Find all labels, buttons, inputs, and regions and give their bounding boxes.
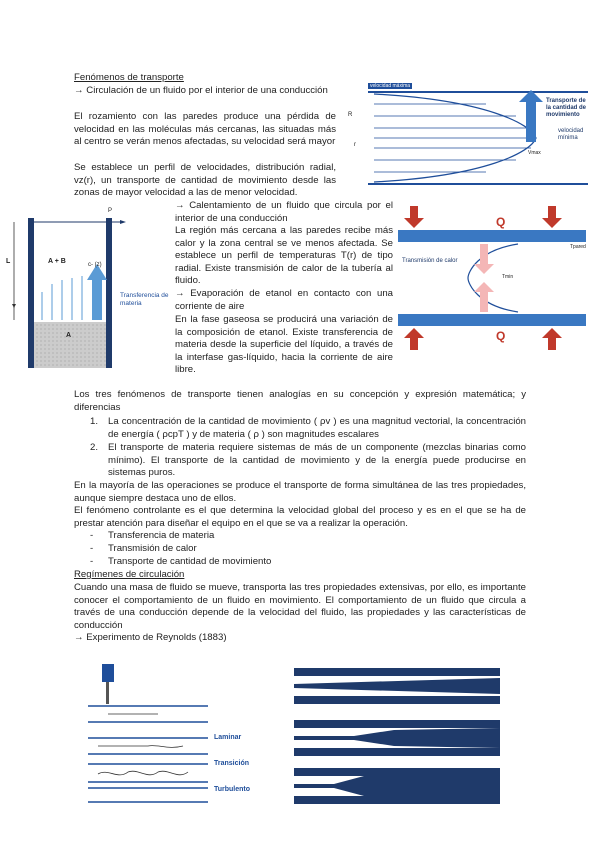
bullet-dash-2: - bbox=[90, 543, 94, 554]
label-transmision: Transmisión de calor bbox=[402, 258, 458, 264]
label-r: r bbox=[354, 142, 356, 148]
label-laminar: Laminar bbox=[214, 734, 242, 741]
label-P: P bbox=[108, 208, 113, 214]
reynolds-right-figure bbox=[294, 668, 500, 804]
section-heading-transporte: Fenómenos de transporte bbox=[74, 72, 184, 83]
label-A: A bbox=[66, 332, 72, 339]
bullet-dash-3: - bbox=[90, 556, 94, 567]
label-tmin: Tmin bbox=[502, 274, 514, 280]
reynolds-experiment: → Experimento de Reynolds (1883) bbox=[74, 632, 227, 643]
label-tpared: Tpared bbox=[570, 244, 586, 250]
list-num-2: 2. bbox=[90, 442, 99, 453]
label-transferencia: Transferencia de materia bbox=[120, 292, 169, 307]
label-vmax: Vmax bbox=[528, 150, 541, 156]
label-vel-max: velocidad máxima bbox=[370, 83, 411, 89]
bullet-3: Transporte de cantidad de movimiento bbox=[108, 556, 272, 567]
label-cz: c- (z) bbox=[88, 262, 102, 268]
label-turbulento: Turbulento bbox=[214, 786, 251, 793]
evaporation-figure bbox=[8, 208, 170, 374]
reynolds-left-figure bbox=[88, 664, 251, 804]
para-simultaneo: En la mayoría de las operaciones se produce el transporte de forma simultánea de las tres propiedades, aunque siempre destaca uno de ellos. bbox=[74, 480, 526, 504]
label-vel-min: velocidad mínima bbox=[558, 128, 584, 141]
label-transicion: Transición bbox=[214, 760, 250, 767]
item1-title: → Circulación de un fluido por el interior de una conducción bbox=[74, 85, 328, 96]
label-Q-top: Q bbox=[496, 215, 506, 229]
heat-transfer-figure bbox=[398, 206, 586, 350]
list-item-1: La concentración de la cantidad de movimiento ( ρv ) es una magnitud vectorial, la concentración de energía ( ρcpT ) y de materia ( ρ ) son magnitudes escalares bbox=[108, 416, 526, 440]
velocity-profile-figure bbox=[348, 83, 590, 192]
bullet-1: Transferencia de materia bbox=[108, 530, 215, 541]
item3-text: En la fase gaseosa se producirá una variación de la composición de etanol. Existe transferencia de materia desde la superficie del líquido, a través de la interfase gas-líquido, hacia la corriente de aire libre. bbox=[175, 314, 393, 376]
label-R: R bbox=[348, 112, 353, 118]
bullet-dash-1: - bbox=[90, 530, 94, 541]
label-Q-bottom: Q bbox=[496, 329, 506, 343]
list-num-1: 1. bbox=[90, 416, 99, 427]
item1-text1: El rozamiento con las paredes produce una pérdida de velocidad en las moléculas más cercanas, las situadas más al centro se verán menos afectadas, su velocidad será mayor bbox=[74, 111, 336, 148]
item2-title: → Calentamiento de un fluido que circula por el interior de una conducción bbox=[175, 200, 393, 224]
regimenes-text: Cuando una masa de fluido se mueve, transporta las tres propiedades extensivas, por ello, es importante conocer el comportamiento de un fluido en movimiento. El comportamiento de un fluido que circula a través de una conducción depende de la velocidad del fluido, las propiedades y las características de conducción bbox=[74, 582, 526, 631]
item2-text: La región más cercana a las paredes recibe más calor y la zona central se ve menos afectada. Se establece un perfil de temperaturas T(r) de tipo radial. Existe transmisión de calor de la tubería al fluido. bbox=[175, 225, 393, 287]
label-transporte-cm: Transporte de la cantidad de movimiento bbox=[546, 98, 587, 118]
para-controlante: El fenómeno controlante es el que determina la velocidad global del proceso y es en el que se ha de prestar atención para diseñar el equipo en el que se va a realizar la operación. bbox=[74, 505, 526, 529]
bullet-2: Transmisión de calor bbox=[108, 543, 197, 554]
label-AB: A + B bbox=[48, 258, 66, 265]
label-L: L bbox=[6, 258, 11, 265]
item1-text2: Se establece un perfil de velocidades, distribución radial, vz(r), un transporte de cantidad de movimiento desde las zonas de mayor velocidad a las de menor velocidad. bbox=[74, 162, 336, 199]
section-heading-regimenes: Regímenes de circulación bbox=[74, 569, 185, 580]
analogias-intro: Los tres fenómenos de transporte tienen analogías en su concepción y expresión matemática; y diferencias bbox=[74, 389, 526, 413]
item3-title: → Evaporación de etanol en contacto con una corriente de aire bbox=[175, 288, 393, 312]
list-item-2: El transporte de materia requiere sistemas de más de un componente (mezclas binarias como mínimo). El transporte de la cantidad de movimiento y de la energía puede producirse en sistemas puros. bbox=[108, 442, 526, 479]
